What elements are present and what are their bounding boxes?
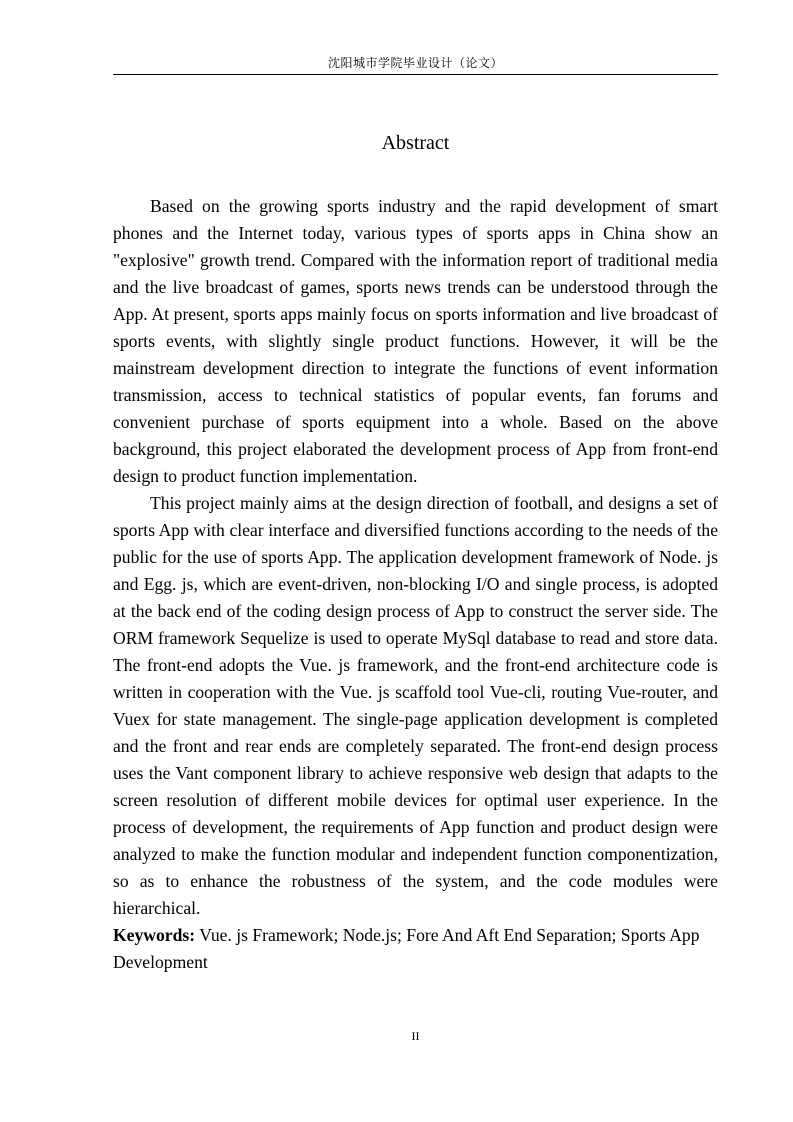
abstract-title: Abstract xyxy=(381,132,450,154)
keywords-line xyxy=(113,922,718,976)
page-number: II xyxy=(411,1029,420,1043)
running-header: 沈阳城市学院毕业设计（论文） xyxy=(327,56,503,70)
abstract-body xyxy=(113,193,718,976)
header-divider xyxy=(113,74,718,75)
keywords-label: Keywords: xyxy=(113,925,196,945)
keywords-text: Vue. js Framework; Node.js; Fore And Aft End Separation; Sports App Development xyxy=(113,925,700,972)
abstract-paragraph-2: This project mainly aims at the design direction of football, and designs a set of sports App with clear interface and diversified functions according to the needs of the public for the use of sports App. The application development framework of Node. js and Egg. js, which are event-driven, non-blocking I/O and single process, is adopted at the back end of the coding design process of App to construct the server side. The ORM framework Sequelize is used to operate MySql database to read and store data. The front-end adopts the Vue. js framework, and the front-end architecture code is written in cooperation with the Vue. js scaffold tool Vue-cli, routing Vue-router, and Vuex for state management. The single-page application development is completed and the front and rear ends are completely separated. The front-end design process uses the Vant component library to achieve responsive web design that adapts to the screen resolution of different mobile devices for optimal user experience. In the process of development, the requirements of App function and product design were analyzed to make the function modular and independent function componentization, so as to enhance the robustness of the system, and the code modules were hierarchical. xyxy=(113,493,718,918)
abstract-paragraph-1: Based on the growing sports industry and the rapid development of smart phones and the Internet today, various types of sports apps in China show an "explosive" growth trend. Compared with the information report of traditional media and the live broadcast of games, sports news trends can be understood through the App. At present, sports apps mainly focus on sports information and live broadcast of sports events, with slightly single product functions. However, it will be the mainstream development direction to integrate the functions of event information transmission, access to technical statistics of popular events, fan forums and convenient purchase of sports equipment into a whole. Based on the above background, this project elaborated the development process of App from front-end design to product function implementation. xyxy=(113,196,718,486)
